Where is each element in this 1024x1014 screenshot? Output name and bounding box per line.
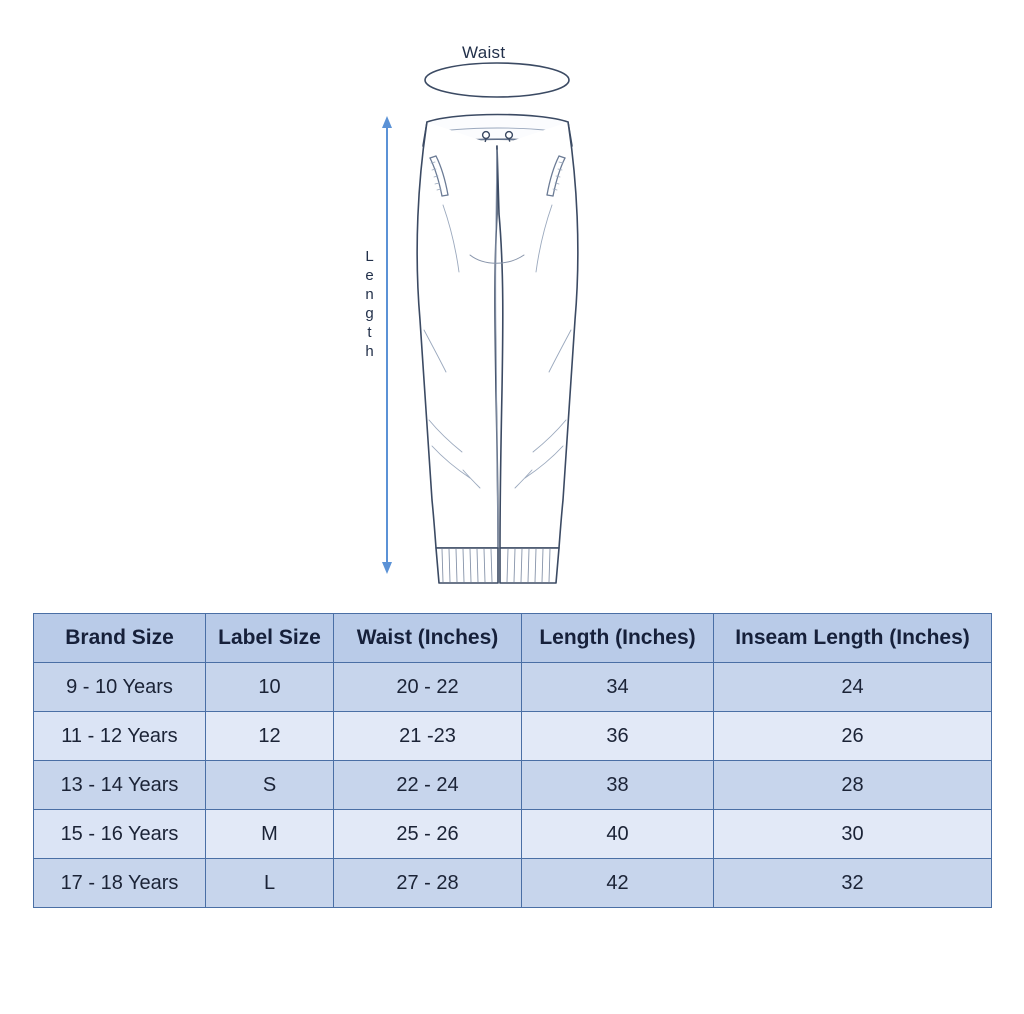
table-row xyxy=(34,810,992,859)
cell-inseam-length: 26 xyxy=(714,712,992,761)
cell-waist: 22 - 24 xyxy=(334,761,522,810)
cell-length: 40 xyxy=(522,810,714,859)
length-label-text: Length xyxy=(361,248,378,362)
cell-length: 34 xyxy=(522,663,714,712)
cell-length: 36 xyxy=(522,712,714,761)
table-row xyxy=(34,663,992,712)
cell-inseam-length: 24 xyxy=(714,663,992,712)
length-measure-arrow xyxy=(382,116,392,574)
cell-label-size: 10 xyxy=(206,663,334,712)
left-leg xyxy=(417,122,498,548)
table-row xyxy=(34,859,992,908)
cell-label-size: 12 xyxy=(206,712,334,761)
column-header-label-size: Label Size xyxy=(206,614,334,663)
size-chart-table xyxy=(33,613,992,908)
cell-waist: 27 - 28 xyxy=(334,859,522,908)
waist-ellipse xyxy=(425,63,569,97)
column-header-waist: Waist (Inches) xyxy=(334,614,522,663)
column-header-length: Length (Inches) xyxy=(522,614,714,663)
cell-length: 38 xyxy=(522,761,714,810)
cell-length: 42 xyxy=(522,859,714,908)
cell-brand-size: 15 - 16 Years xyxy=(34,810,206,859)
cell-waist: 21 -23 xyxy=(334,712,522,761)
cell-label-size: S xyxy=(206,761,334,810)
waist-label: Waist xyxy=(462,43,506,62)
column-header-inseam-length: Inseam Length (Inches) xyxy=(714,614,992,663)
cell-brand-size: 9 - 10 Years xyxy=(34,663,206,712)
cell-waist: 20 - 22 xyxy=(334,663,522,712)
cell-waist: 25 - 26 xyxy=(334,810,522,859)
right-leg xyxy=(497,122,578,548)
length-label xyxy=(358,248,380,367)
table-row xyxy=(34,712,992,761)
cell-label-size: M xyxy=(206,810,334,859)
column-header-brand-size: Brand Size xyxy=(34,614,206,663)
left-cuff xyxy=(436,548,498,583)
table-header-row xyxy=(34,614,992,663)
cell-label-size: L xyxy=(206,859,334,908)
cell-brand-size: 13 - 14 Years xyxy=(34,761,206,810)
cell-brand-size: 17 - 18 Years xyxy=(34,859,206,908)
cell-brand-size: 11 - 12 Years xyxy=(34,712,206,761)
cell-inseam-length: 28 xyxy=(714,761,992,810)
cell-inseam-length: 32 xyxy=(714,859,992,908)
table-row xyxy=(34,761,992,810)
cell-inseam-length: 30 xyxy=(714,810,992,859)
